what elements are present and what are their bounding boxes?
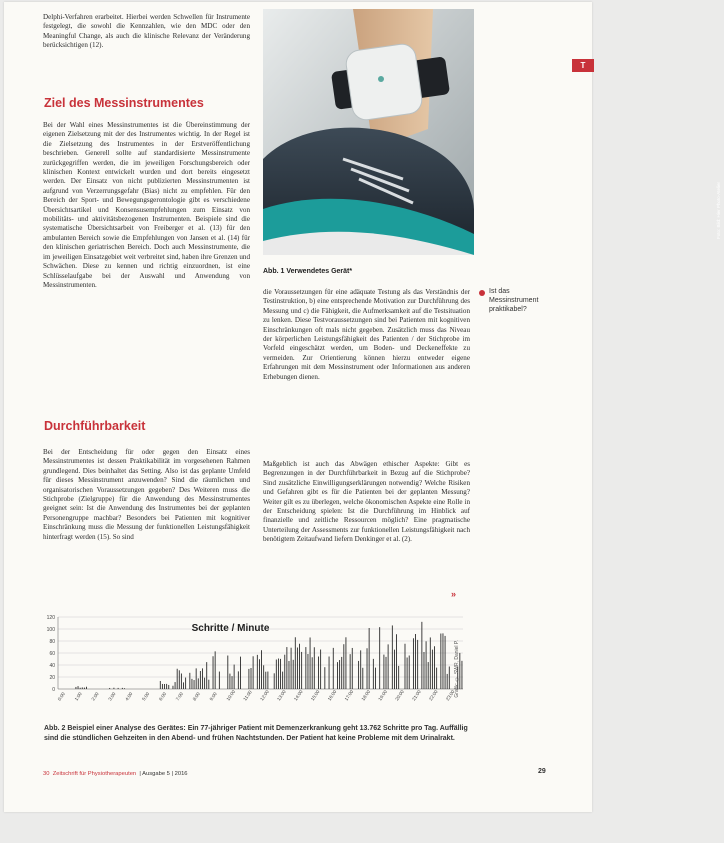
y-tick-label: 0 (52, 687, 55, 693)
photo-credit: Foto: Bild: Hier Photo-Atelier (716, 181, 721, 239)
x-tick-label: 0:00 (56, 691, 66, 702)
steps-chart (38, 611, 473, 713)
x-tick-label: 7:00 (174, 691, 185, 702)
continue-arrow: » (451, 589, 457, 599)
y-tick-label: 100 (46, 627, 55, 633)
sidebar-question: Ist das Messinstrument praktikabel? (489, 288, 539, 313)
x-tick-label: 11:00 (242, 689, 253, 702)
steps-chart-svg (38, 611, 473, 713)
middle-bottom-paragraph: Maßgeblich ist auch das Abwägen ethischer Aspekte: Gibt es Begrenzungen in der Durchführbarkeit in Bezug auf die Stichprobe? Sind zusätzliche Einwilligungserklärungen notwendig? Welche Risiken und Gefahren gibt es für die Patienten bei der geplanten Messung? Weiter gilt es zu überlegen, welche ökonomischen Aspekte eine Rolle in der Entscheidung spielen: Ist die Durchführung im Hinblick auf finanzielle und zeitliche Ressourcen möglich? Eine pragmatische Unterteilung der Assessments zur funktionellen Leistungsfähigkeit nach benötigtem Zeitaufwand liefern Denkinger et al. (2). (263, 460, 470, 544)
heading-durchfuehrbarkeit: Durchführbarkeit (44, 419, 146, 433)
footer-page-right: 29 (538, 768, 546, 775)
x-tick-label: 1:00 (73, 691, 83, 702)
column-middle-bottom (263, 460, 470, 548)
x-tick-label: 8:00 (191, 691, 201, 702)
x-tick-label: 4:00 (124, 691, 134, 702)
x-tick-label: 17:00 (343, 689, 355, 702)
column-left-ziel (43, 121, 250, 293)
footer-journal (43, 771, 188, 777)
x-tick-label: 5:00 (141, 691, 151, 702)
middle-top-paragraph: die Voraussetzungen für eine adäquate Testung als das Verständnis der Testinstruktion, b) eine entsprechende Motivation zur Durchführung des Messung und c) die Fähigkeit, die Aufmerksamkeit auf die Testsituation zu lenken. Diese Testvoraussetzungen sind bei Patienten mit kognitiven Einschränkungen oft mals nicht gegeben. Zusätzlich muss das Niveau der körperlichen Leistungsfähigkeit des Patienten / der Stichprobe im Vorfeld eingeschätzt werden, um Boden- und Deckeneffekte zu vermeiden. Zur Orientierung können hierzu entweder eigene Erfahrungen mit dem Messinstrument oder Informationen aus anderen Erhebungen dienen. (263, 288, 470, 381)
x-tick-label: 10:00 (225, 689, 237, 702)
x-tick-label: 15:00 (309, 689, 321, 702)
y-tick-label: 40 (49, 663, 55, 669)
figure1-caption: Abb. 1 Verwendetes Gerät* (263, 268, 353, 275)
x-tick-label: 6:00 (157, 691, 168, 702)
x-tick-label: 22:00 (427, 689, 439, 702)
chart-title: Schritte / Minute (191, 623, 270, 634)
heading-ziel: Ziel des Messinstrumentes (44, 96, 204, 110)
x-tick-label: 2:00 (90, 691, 100, 702)
y-tick-label: 60 (49, 651, 55, 657)
column-middle-top (263, 288, 470, 385)
column-left-durch (43, 448, 250, 545)
x-tick-label: 9:00 (208, 691, 218, 702)
x-tick-label: 3:00 (107, 691, 117, 702)
sidebar-bullet-icon (479, 290, 485, 296)
x-tick-label: 20:00 (394, 689, 405, 702)
footer-page-left: 30 (43, 771, 50, 777)
x-tick-label: 12:00 (259, 689, 270, 702)
x-tick-label: 23:00 (444, 689, 456, 702)
y-tick-label: 20 (49, 675, 55, 681)
footer-journal-name: Zeitschrift für Physiotherapeuten (52, 771, 137, 777)
x-tick-label: 14:00 (292, 689, 304, 702)
x-tick-label: 21:00 (411, 689, 422, 702)
photo-illustration (263, 9, 474, 255)
device-photo (263, 9, 721, 255)
section-tab: T (572, 59, 594, 72)
y-tick-label: 80 (49, 639, 55, 645)
footer-issue: | Ausgabe 5 | 2016 (139, 771, 188, 777)
x-tick-label: 19:00 (377, 689, 389, 702)
y-tick-label: 120 (46, 615, 55, 621)
durch-paragraph: Bei der Entscheidung für oder gegen den Einsatz eines Messinstrumentes ist dessen Praktikabilität im vorgesehenen Rahmen grundlegend. Dies beinhaltet das Setting. Also ist das geplante Umfeld für dieses Messinstrument anzuwenden? Sind die räumlichen und organisatorischen Voraussetzungen gegeben? Des Weiteren muss die Stichprobe (Zielgruppe) für die Anwendung des Messinstrumentes geeignet sein: Ist die Anwendung des Instrumentes bei der geplanten Personengruppe machbar? Besonders bei Patienten mit kognitiver Einschränkung muss die Messung der funktionellen Leistungsfähigkeit hinterfragt werden (15). So sind (43, 448, 250, 541)
ziel-paragraph: Bei der Wahl eines Messinstrumentes ist die Übereinstimmung der eigenen Zielsetzung mit der des Instrumentes wichtig. In der Regel ist die Zielsetzung des Instrumentes in der Erstveröffentlichung beschrieben. Generell sollte auf standardisierte Messinstrumente zurückgegriffen werden, die im jeweiligen Forschungsbereich oder klinischen Kontext entwickelt wurden und dort bereits eingesetzt werden. Der Einsatz von nicht publizierten Messinstrumenten ist aufgrund von Verzerrungsgefahr (Bias) nicht zu empfehlen. Für den Bereich der Sport- und Bewegungsgerontologie gibt es verschiedene Übersichtsartikel und Konsensusempfehlungen zum Einsatz von mobilitäts- und aktivitätsbezogenen Instrumenten. Beispiele sind die systematische Übersichtsarbeit von Freiberger et al. (13) für den ambulanten Bereich sowie die Empfehlungen von Jansen et al. (14) für den klinischen geriatrischen Bereich. Doch auch Messinstrumente, die im jeweiligen Einsatzgebiet weit verbreitet sind, haben ihre Grenzen und Schwächen. Diese zu kennen und richtig einzuordnen, ist eine Schlüsselaufgabe bei der Auswahl und Anwendung von Messinstrumenten. (43, 121, 250, 289)
intro-paragraph: Delphi-Verfahren erarbeitet. Hierbei werden Schwellen für Instrumente festgelegt, die sowohl die Kennzahlen, wie den MDC oder den Meaningful Change, als auch die klinische Relevanz der Veränderung berücksichtigen (12). (43, 13, 250, 50)
column-left-intro (43, 13, 250, 54)
x-tick-label: 16:00 (326, 689, 338, 702)
x-tick-label: 13:00 (276, 689, 287, 702)
chart-credit: Grafik: © SWR, Daniel P. (454, 640, 460, 698)
x-tick-label: 18:00 (360, 689, 372, 702)
figure2-caption: Abb. 2 Beispiel einer Analyse des Gerätes: Ein 77-jähriger Patient mit Demenzerkrankung geht 13.762 Schritte pro Tag. Auffällig sind die stündlichen Gehzeiten in den Abend- und frühen Nachtstunden. Der Patient hat keine Probleme mit dem Urinalrakt. (44, 725, 468, 742)
